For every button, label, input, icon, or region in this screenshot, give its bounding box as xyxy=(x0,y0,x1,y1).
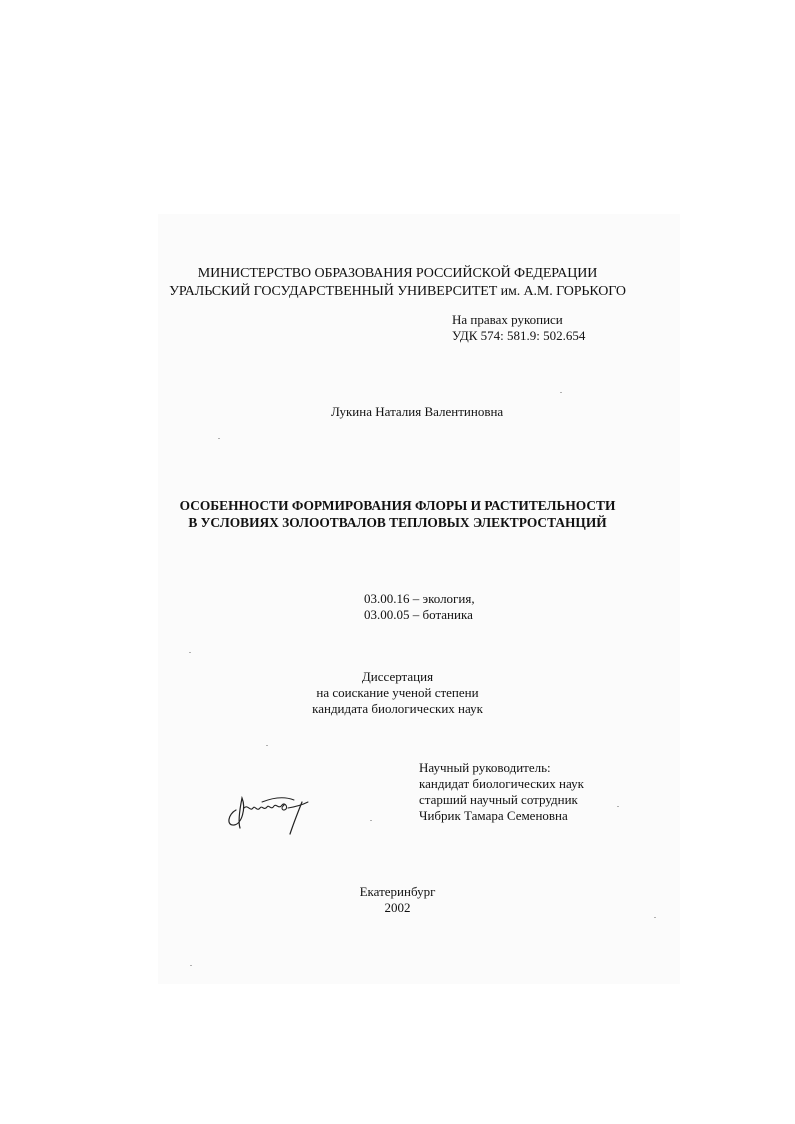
rights-note: На правах рукописи xyxy=(452,312,563,327)
thesis-title-line-2: В УСЛОВИЯХ ЗОЛООТВАЛОВ ТЕПЛОВЫХ ЭЛЕКТРОСТАНЦИЙ xyxy=(188,515,607,530)
supervisor-label: Научный руководитель: xyxy=(419,760,551,775)
university-heading: УРАЛЬСКИЙ ГОСУДАРСТВЕННЫЙ УНИВЕРСИТЕТ им. А.М. ГОРЬКОГО xyxy=(169,284,626,299)
city: Екатеринбург xyxy=(359,884,436,899)
scan-speck xyxy=(190,965,192,966)
scan-speck xyxy=(266,745,268,746)
scan-speck xyxy=(654,917,656,918)
dissertation-label: Диссертация xyxy=(361,669,434,684)
scan-speck xyxy=(218,438,220,439)
scan-speck xyxy=(617,806,619,807)
author-name: Лукина Наталия Валентиновна xyxy=(331,404,504,419)
udc-code: УДК 574: 581.9: 502.654 xyxy=(452,328,586,343)
year: 2002 xyxy=(384,900,411,915)
scan-speck xyxy=(560,392,562,393)
ministry-heading: МИНИСТЕРСТВО ОБРАЗОВАНИЯ РОССИЙСКОЙ ФЕДЕРАЦИИ xyxy=(197,266,598,281)
supervisor-degree: кандидат биологических наук xyxy=(419,776,584,791)
scan-speck xyxy=(189,652,191,653)
specialty-ecology: 03.00.16 – экология, xyxy=(364,591,475,606)
supervisor-name: Чибрик Тамара Семеновна xyxy=(419,808,568,823)
degree-purpose: на соискание ученой степени xyxy=(316,685,479,700)
specialty-botany: 03.00.05 – ботаника xyxy=(364,607,473,622)
thesis-title-line-1: ОСОБЕННОСТИ ФОРМИРОВАНИЯ ФЛОРЫ И РАСТИТЕЛЬНОСТИ xyxy=(179,498,616,513)
scan-speck xyxy=(370,820,372,821)
supervisor-position: старший научный сотрудник xyxy=(419,792,578,807)
degree-name: кандидата биологических наук xyxy=(312,701,483,716)
handwritten-signature-icon xyxy=(222,778,322,840)
